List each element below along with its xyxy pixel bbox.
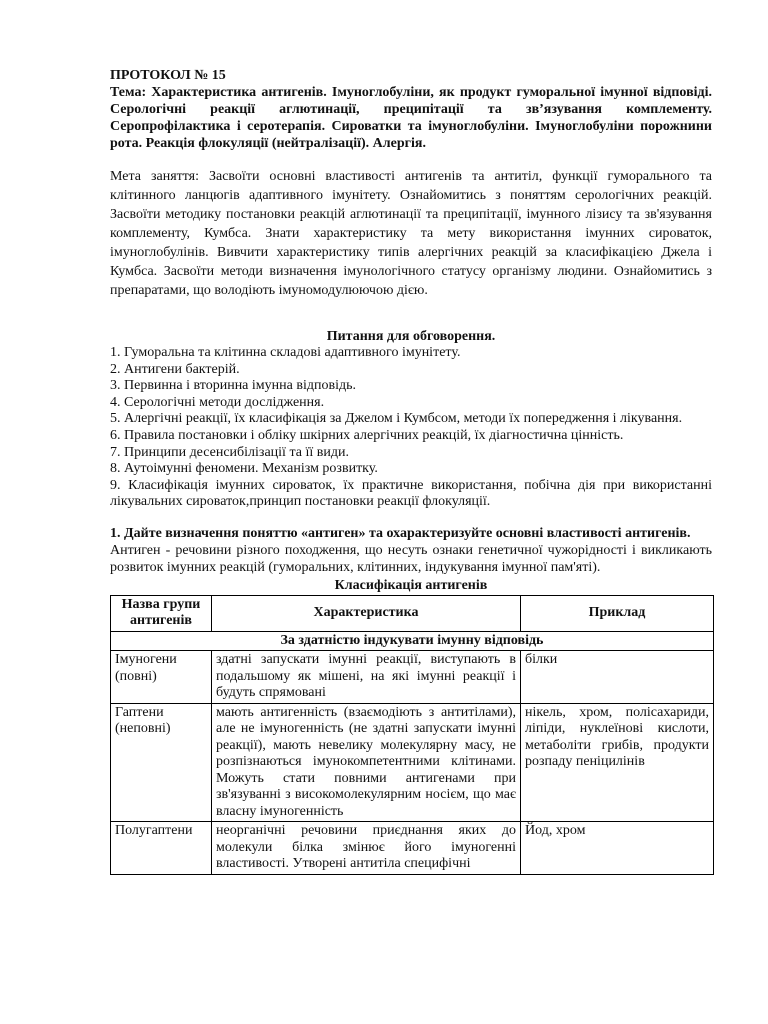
question-item: 7. Принципи десенсибілізації та її види. bbox=[110, 444, 349, 460]
protocol-header bbox=[110, 67, 712, 152]
question-item: 3. Первинна і вторинна імунна відповідь. bbox=[110, 378, 356, 394]
questions-heading: Питання для обговорення. bbox=[326, 329, 496, 344]
antigen-classification-table bbox=[110, 595, 714, 875]
protocol-topic: Тема: Характеристика антигенів. Імуноглобуліни, як продукт гуморальної імунної відповіді. Серологічні реакції аглютинації, преципітації та зв’язування комплементу. Серопрофілактика і серотерапія. Сироватки та імуноглобуліни. Імуноглобуліни порожнини рота. Реакція флокуляції (нейтралізації). Алергія. bbox=[110, 85, 712, 151]
cell-example: білки bbox=[521, 651, 714, 704]
section-label: За здатністю індукувати імунну відповідь bbox=[111, 631, 714, 651]
lesson-goal: Мета заняття: Засвоїти основні властивості антигенів та антитіл, функції гуморального та клітинного ланцюгів адаптивного імунітету. Ознайомитись з поняттям серологічних реакцій. Засвоїти методику постановки реакцій аглютинації та преципітації, імунного лізису та зв'язування комплементу, Кумбса. Знати характеристику та мету використання імунних сироваток, імуноглобулінів. Вивчити характеристику типів алергічних реакцій за класифікацією Джела і Кумбса. Засвоїти методи визначення імунологічного статусу організму людини. Ознайомитись з препаратами, що володіють імуномодулюючою дією. bbox=[110, 169, 712, 298]
question-item: 2. Антигени бактерій. bbox=[110, 361, 240, 377]
cell-example: нікель, хром, полісахариди, ліпіди, нуклеїнові кислоти, метаболіти грибів, продукти розпаду пеніцилінів bbox=[521, 703, 714, 822]
question-item: 9. Класифікація імунних сироваток, їх практичне використання, побічна дія при використанні лікувальних сироваток,принцип постановки реакції флокуляції. bbox=[110, 477, 712, 510]
cell-characteristic: мають антигенність (взаємодіють з антитілами), але не імуногенність (не здатні запускати імунні реакції), мають невелику молекулярну масу, не розпізнаються імунокомпетентними клітинами. Можуть стати повними антигенами при зв'язуванні з високомолекулярним носієм, що має власну імуногенність bbox=[212, 703, 521, 822]
task-1-heading: 1. Дайте визначення поняттю «антиген» та охарактеризуйте основні властивості антигенів. bbox=[110, 525, 691, 541]
cell-example: Йод, хром bbox=[521, 822, 714, 875]
question-item: 6. Правила постановки і обліку шкірних алергічних реакцій, їх діагностична цінність. bbox=[110, 427, 624, 443]
cell-group: Імуногени (повні) bbox=[111, 651, 212, 704]
table-row bbox=[111, 822, 714, 875]
question-item: 8. Аутоімунні феномени. Механізм розвитку. bbox=[110, 461, 378, 477]
task-1-answer: Антиген - речовини різного походження, що несуть ознаки генетичної чужорідності і викликають розвиток імунних реакцій (гуморальних, клітинних, індукування імунної пам'яті). bbox=[110, 542, 712, 575]
question-item: 1. Гуморальна та клітинна складові адаптивного імунітету. bbox=[110, 345, 461, 360]
protocol-number: ПРОТОКОЛ № 15 bbox=[110, 68, 226, 83]
question-item: 4. Серологічні методи дослідження. bbox=[110, 394, 325, 410]
cell-group: Полугаптени bbox=[111, 822, 212, 875]
table-section-row bbox=[111, 631, 714, 651]
cell-characteristic: здатні запускати імунні реакції, виступають в подальшому як мішені, на які імунні реакції і будуть спрямовані bbox=[212, 651, 521, 704]
table-row bbox=[111, 703, 714, 822]
table-header-row bbox=[111, 595, 714, 631]
cell-characteristic: неорганічні речовини приєднання яких до молекули білка змінює його імуногенні властивості. Утворені антитіла специфічні bbox=[212, 822, 521, 875]
question-item: 5. Алергічні реакції, їх класифікація за Джелом і Кумбсом, методи їх попередження і лікування. bbox=[110, 411, 683, 427]
header-characteristic: Характеристика bbox=[212, 595, 521, 631]
table-title: Класифікація антигенів bbox=[334, 577, 488, 593]
header-example: Приклад bbox=[521, 595, 714, 631]
questions-list bbox=[110, 345, 712, 511]
cell-group: Гаптени (неповні) bbox=[111, 703, 212, 822]
table-row bbox=[111, 651, 714, 704]
header-group: Назва групи антигенів bbox=[111, 595, 212, 631]
